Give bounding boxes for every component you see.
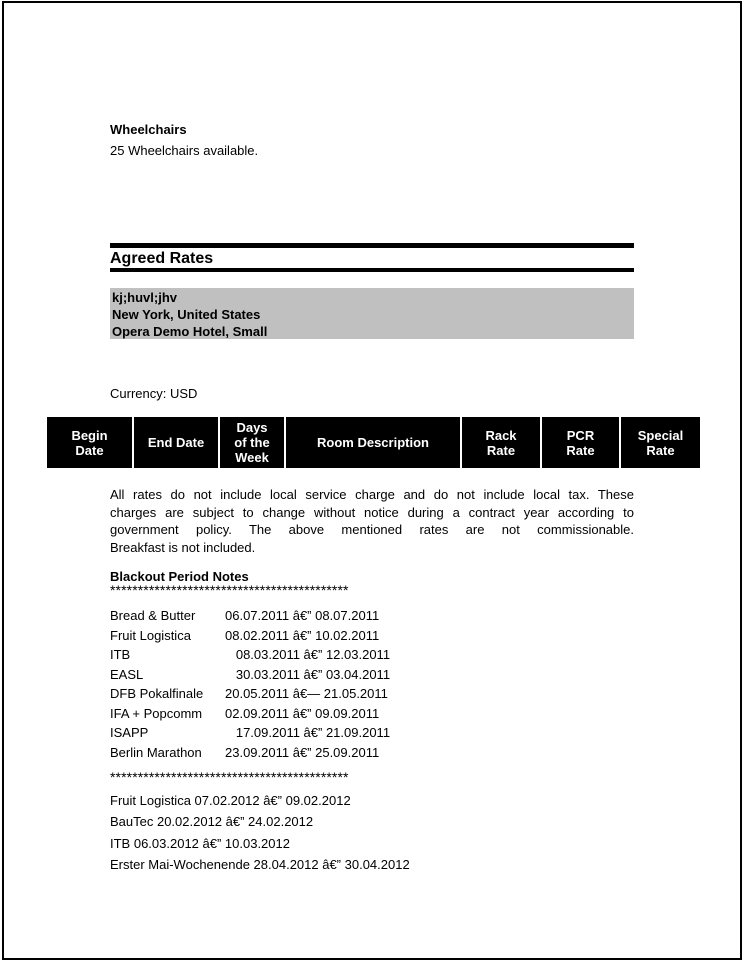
event-dates: 23.09.2011 â€” 25.09.2011 bbox=[225, 744, 380, 760]
blackout-event-row bbox=[110, 626, 390, 646]
blackout-events-2011-list bbox=[110, 606, 390, 762]
event-name: EASL bbox=[110, 666, 144, 682]
event-dates: 30.03.2011 â€” 03.04.2011 bbox=[225, 666, 391, 682]
blackout-event-row bbox=[110, 684, 390, 704]
blackout-event-row bbox=[110, 743, 390, 763]
blackout-line-2012: Fruit Logistica 07.02.2012 â€” 09.02.2012 bbox=[110, 793, 351, 808]
blackout-line-2012: BauTec 20.02.2012 â€” 24.02.2012 bbox=[110, 814, 314, 830]
event-name: Berlin Marathon bbox=[110, 744, 202, 760]
event-dates: 06.07.2011 â€” 08.07.2011 bbox=[225, 608, 380, 623]
blackout-notes-heading: Blackout Period Notes bbox=[110, 569, 249, 584]
blackout-line-2012: ITB 06.03.2012 â€” 10.03.2012 bbox=[110, 835, 290, 851]
event-name: IFA + Popcomm bbox=[110, 705, 203, 721]
property-hotel-line: Opera Demo Hotel, Small bbox=[112, 324, 268, 339]
table-header-cell-pcr-rate: PCR Rate bbox=[542, 417, 619, 468]
event-name: Bread & Butter bbox=[110, 608, 196, 623]
disclaimer-line: Breakfast is not included. bbox=[110, 539, 256, 555]
section-rule-bottom bbox=[110, 268, 634, 272]
event-name: DFB Pokalfinale bbox=[110, 686, 204, 701]
rates-table-header-row bbox=[47, 417, 700, 468]
table-header-cell-end-date: End Date bbox=[134, 417, 218, 468]
event-dates: 08.03.2011 â€” 12.03.2011 bbox=[225, 647, 391, 662]
wheelchairs-heading: Wheelchairs bbox=[110, 122, 187, 137]
disclaimer-line: charges are subject to change without notice during a contract year according to bbox=[110, 504, 634, 520]
event-dates: 17.09.2011 â€” 21.09.2011 bbox=[225, 725, 391, 740]
disclaimer-line: All rates do not include local service charge and do not include local tax. These bbox=[110, 487, 634, 502]
property-location-line: New York, United States bbox=[112, 307, 261, 322]
event-name: Fruit Logistica bbox=[110, 627, 191, 643]
blackout-event-row bbox=[110, 606, 390, 626]
rates-disclaimer-paragraph bbox=[110, 486, 634, 556]
property-name-line: kj;huvl;jhv bbox=[112, 290, 178, 305]
event-name: ISAPP bbox=[110, 725, 149, 740]
property-info-block bbox=[110, 288, 634, 339]
event-name: ITB bbox=[110, 647, 131, 662]
wheelchairs-section bbox=[110, 119, 634, 161]
asterisk-separator: ******************************************* bbox=[110, 769, 349, 785]
table-header-cell-room-description: Room Description bbox=[286, 417, 460, 468]
currency-label: Currency: USD bbox=[110, 386, 198, 401]
section-rule-top bbox=[110, 243, 634, 248]
wheelchairs-text: 25 Wheelchairs available. bbox=[110, 143, 259, 158]
table-header-cell-days-of-week: Days of the Week bbox=[220, 417, 284, 468]
asterisk-separator: ******************************************* bbox=[110, 582, 349, 598]
blackout-event-row bbox=[110, 723, 390, 743]
blackout-event-row bbox=[110, 704, 390, 724]
blackout-line-2012: Erster Mai-Wochenende 28.04.2012 â€” 30.04.2012 bbox=[110, 856, 410, 872]
table-header-cell-rack-rate: Rack Rate bbox=[462, 417, 540, 468]
blackout-event-row bbox=[110, 645, 390, 665]
blackout-event-row bbox=[110, 665, 390, 685]
event-dates: 08.02.2011 â€” 10.02.2011 bbox=[225, 627, 380, 643]
table-header-cell-special-rate: Special Rate bbox=[621, 417, 700, 468]
table-header-cell-begin-date: Begin Date bbox=[47, 417, 132, 468]
event-dates: 20.05.2011 â€— 21.05.2011 bbox=[225, 686, 388, 701]
agreed-rates-title: Agreed Rates bbox=[110, 250, 214, 267]
event-dates: 02.09.2011 â€” 09.09.2011 bbox=[225, 705, 380, 721]
blackout-events-2012-list bbox=[110, 790, 410, 875]
disclaimer-line: government policy. The above mentioned rates are not commissionable. bbox=[110, 522, 634, 537]
